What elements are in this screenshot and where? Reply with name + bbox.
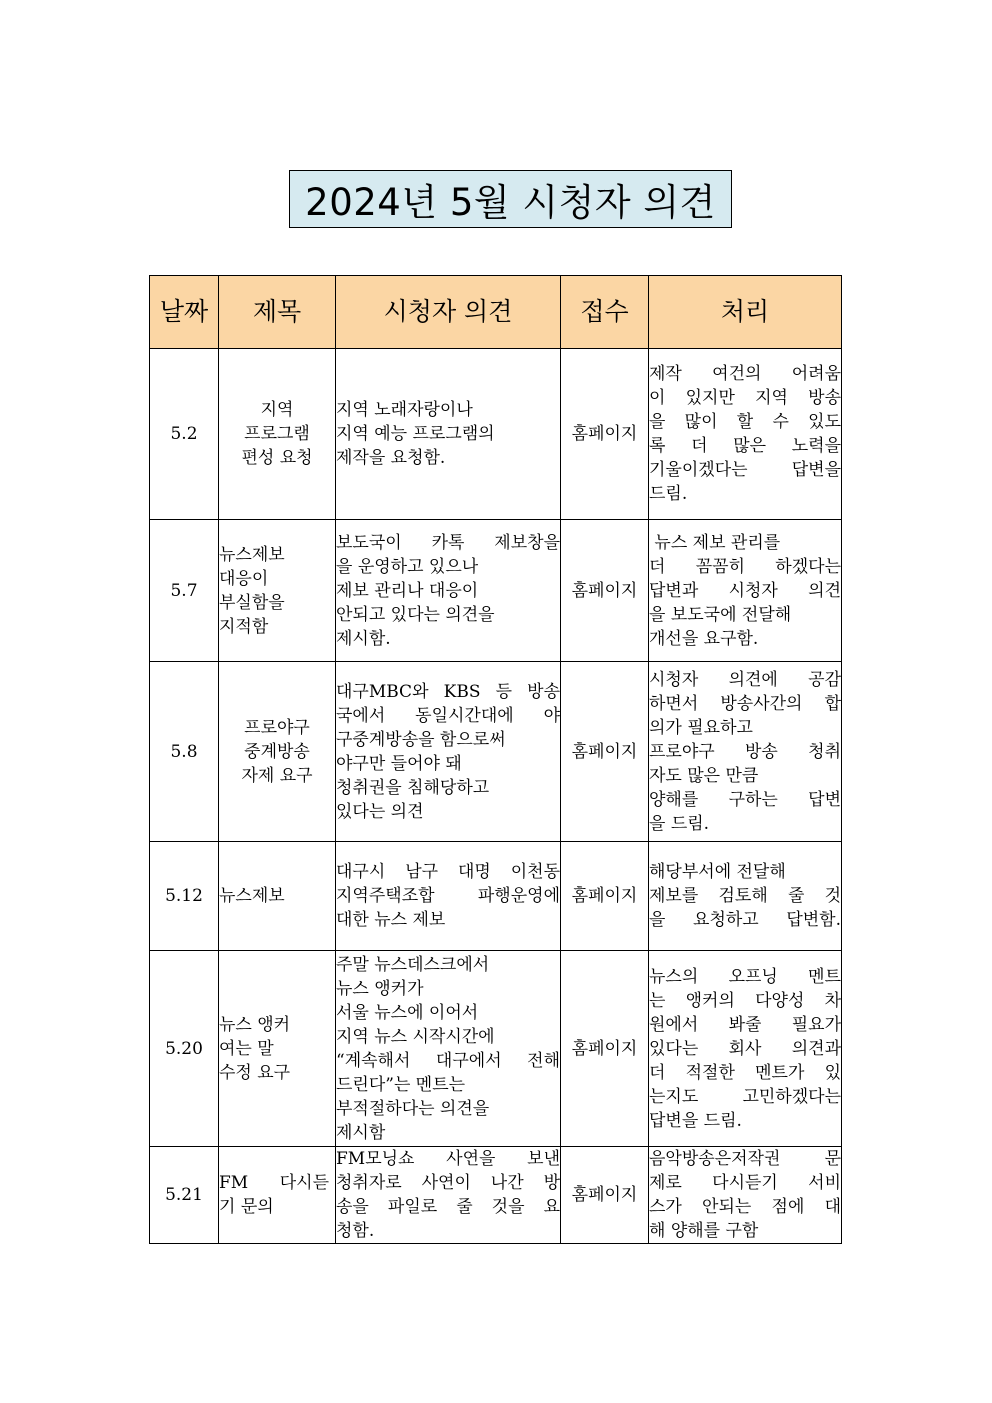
- header-received: 접수: [561, 276, 649, 349]
- row-subject: 뉴스제보: [219, 842, 336, 951]
- row-opinion: 대구시 남구 대명 이천동 지역주택조합 파행운영에 대한 뉴스 제보: [336, 842, 561, 951]
- row-result: 음악방송은저작권 문 제로 다시듣기 서비 스가 안되는 점에 대 해 양해를 구함: [649, 1147, 842, 1244]
- row-received: 홈페이지: [561, 1147, 649, 1244]
- row-date: 5.7: [150, 520, 219, 662]
- opinions-table: [149, 275, 842, 1244]
- header-subject: 제목: [219, 276, 336, 349]
- row-result: 뉴스의 오프닝 멘트 는 앵커의 다양성 차 원에서 봐줄 필요가 있다는 회사 의견과 더 적절한 멘트가 있 는지도 고민하겠다는 답변을 드림.: [649, 951, 842, 1147]
- row-date: 5.8: [150, 662, 219, 842]
- row-result: 시청자 의견에 공감 하면서 방송사간의 합 의가 필요하고 프로야구 방송 청취 자도 많은 만큼 양해를 구하는 답변 을 드림.: [649, 662, 842, 842]
- table-row: [150, 1147, 842, 1244]
- row-opinion: 주말 뉴스데스크에서 뉴스 앵커가 서울 뉴스에 이어서 지역 뉴스 시작시간에 “계속해서 대구에서 전해 드린다”는 멘트는 부적절하다는 의견을 제시함: [336, 951, 561, 1147]
- table-row: [150, 951, 842, 1147]
- table-row: [150, 349, 842, 520]
- header-result: 처리: [649, 276, 842, 349]
- row-date: 5.20: [150, 951, 219, 1147]
- row-date: 5.2: [150, 349, 219, 520]
- row-subject: FM 다시듣 기 문의: [219, 1147, 336, 1244]
- row-subject: 프로야구 중계방송 자제 요구: [219, 662, 336, 842]
- row-received: 홈페이지: [561, 520, 649, 662]
- row-date: 5.21: [150, 1147, 219, 1244]
- header-opinion: 시청자 의견: [336, 276, 561, 349]
- row-opinion: 지역 노래자랑이나 지역 예능 프로그램의 제작을 요청함.: [336, 349, 561, 520]
- row-opinion: 보도국이 카톡 제보창을 을 운영하고 있으나 제보 관리나 대응이 안되고 있다는 의견을 제시함.: [336, 520, 561, 662]
- table-row: [150, 842, 842, 951]
- page-title: 2024년 5월 시청자 의견: [289, 170, 732, 228]
- row-received: 홈페이지: [561, 951, 649, 1147]
- row-result: 제작 여건의 어려움 이 있지만 지역 방송 을 많이 할 수 있도 록 더 많은 노력을 기울이겠다는 답변을 드림.: [649, 349, 842, 520]
- row-opinion: 대구MBC와 KBS 등 방송 국에서 동일시간대에 야 구중계방송을 함으로써 야구만 들어야 돼 청취권을 침해당하고 있다는 의견: [336, 662, 561, 842]
- row-result: 뉴스 제보 관리를 더 꼼꼼히 하겠다는 답변과 시청자 의견 을 보도국에 전달해 개선을 요구함.: [649, 520, 842, 662]
- header-date: 날짜: [150, 276, 219, 349]
- header-row: [150, 276, 842, 349]
- row-received: 홈페이지: [561, 662, 649, 842]
- row-subject: 뉴스제보 대응이 부실함을 지적함: [219, 520, 336, 662]
- row-date: 5.12: [150, 842, 219, 951]
- table-row: [150, 662, 842, 842]
- row-subject: 지역 프로그램 편성 요청: [219, 349, 336, 520]
- row-subject: 뉴스 앵커 여는 말 수정 요구: [219, 951, 336, 1147]
- table-row: [150, 520, 842, 662]
- row-received: 홈페이지: [561, 842, 649, 951]
- row-opinion: FM모닝쇼 사연을 보낸 청취자로 사연이 나간 방 송을 파일로 줄 것을 요 청함.: [336, 1147, 561, 1244]
- row-received: 홈페이지: [561, 349, 649, 520]
- row-result: 해당부서에 전달해 제보를 검토해 줄 것 을 요청하고 답변함.: [649, 842, 842, 951]
